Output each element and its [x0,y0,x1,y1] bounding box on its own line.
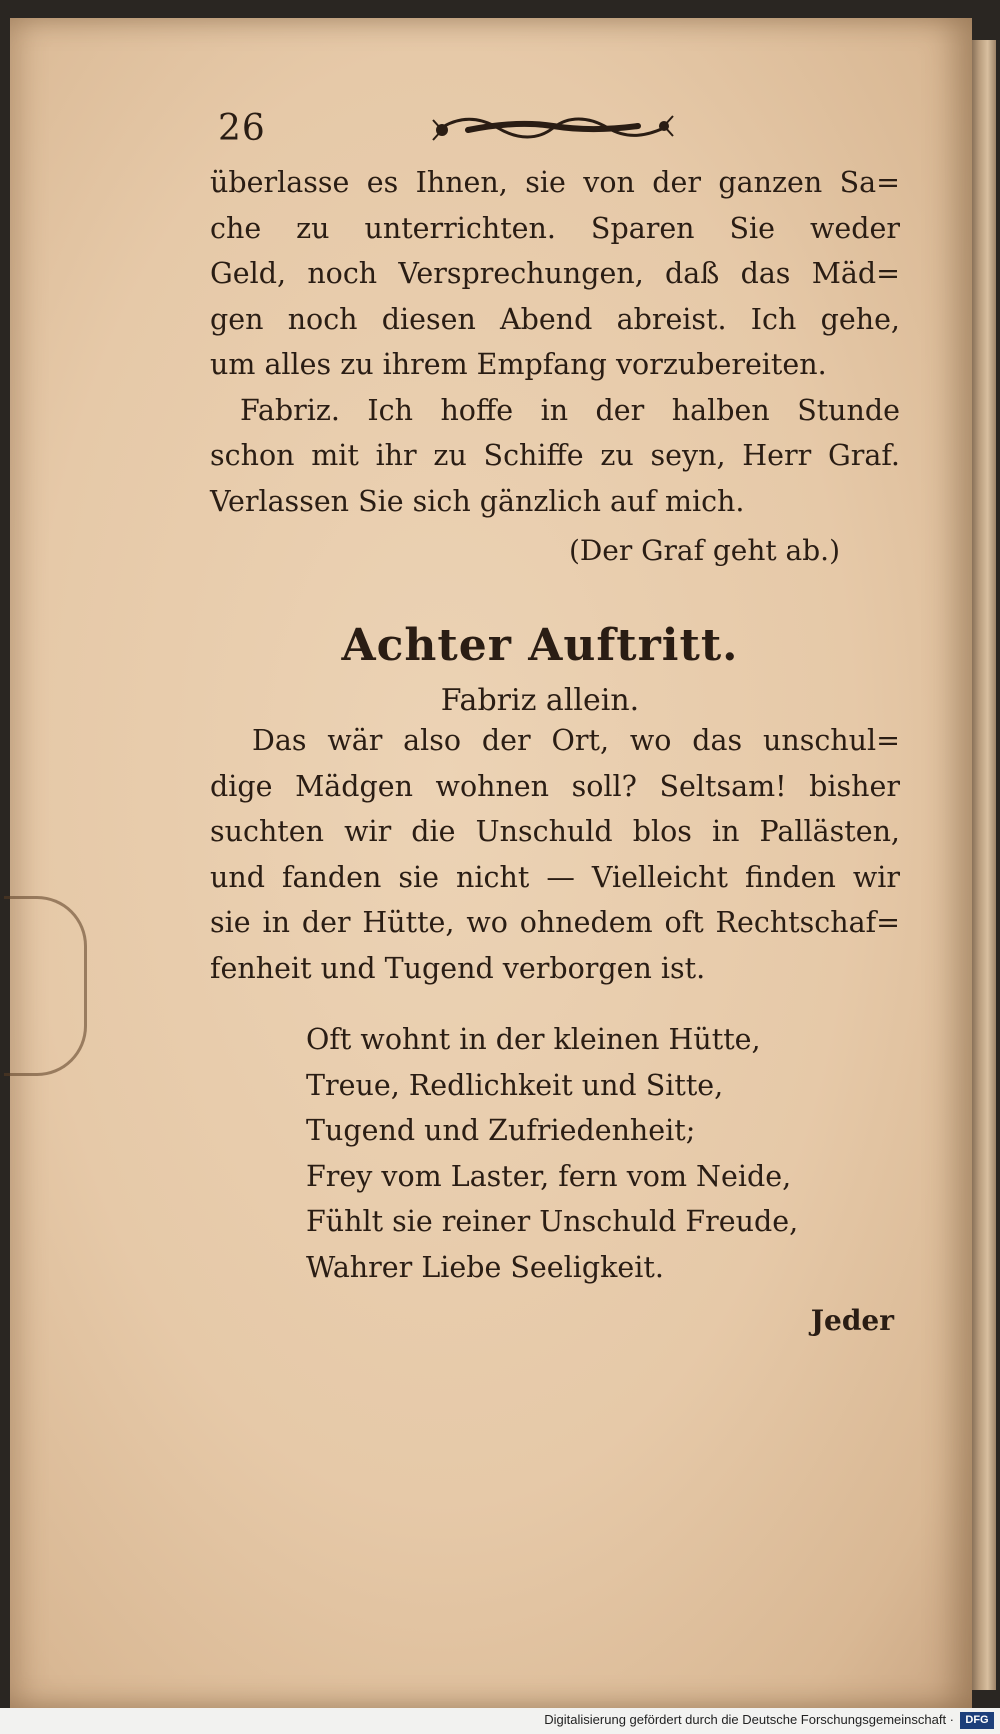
footer-bar [0,1708,1000,1734]
text-line: Geld, noch Versprechungen, daß das Mäd= [210,257,900,290]
speech-fabriz [210,388,900,525]
verse-stanza [210,1017,900,1290]
book-fore-edge [968,40,996,1690]
text-line: Verlassen Sie sich gänzlich auf mich. [210,484,745,518]
text-line: che zu unterrichten. Sparen Sie weder [210,211,900,245]
page-edge-tab [4,896,87,1076]
dfg-logo-icon: DFG [960,1712,994,1729]
text-line: und fanden sie nicht — Vielleicht finden wir [210,860,900,894]
paragraph-continuation [210,160,900,388]
text-line: überlasse es Ihnen, sie von der ganzen Sa= [210,166,900,199]
text-line: um alles zu ihrem Empfang vorzubereiten. [210,348,827,381]
text-line: sie in der Hütte, wo ohnedem oft Rechtschaf= [210,906,900,939]
text-line: fenheit und Tugend verborgen ist. [210,951,706,985]
text-line: schon mit ihr zu Schiffe zu seyn, Herr Graf. [210,439,900,472]
text-line: suchten wir die Unschuld blos in Pallästen, [210,815,900,848]
verse-line: Frey vom Laster, fern vom Neide, [306,1159,792,1193]
page-header [210,100,900,160]
stage-direction: (Der Graf geht ab.) [568,534,840,567]
verse-line: Oft wohnt in der kleinen Hütte, [306,1023,761,1056]
page-text [210,100,900,1337]
verse-line: Fühlt sie reiner Unschuld Freude, [306,1205,799,1238]
text-line: gen noch diesen Abend abreist. Ich gehe, [210,302,900,336]
vine-ornament-icon [428,106,678,152]
scene-subtitle: Fabriz allein. [440,683,640,718]
text-line: dige Mädgen wohnen soll? Seltsam! bisher [210,769,900,803]
verse-line: Wahrer Liebe Seeligkeit. [306,1250,664,1284]
text-line: Fabriz. Ich hoffe in der halben Stunde [240,393,900,427]
verse-line: Treue, Redlichkeit und Sitte, [306,1068,724,1102]
scene-title: Achter Auftritt. [341,620,739,671]
verse-line: Tugend und Zufriedenheit; [306,1114,696,1147]
funding-credit: Digitalisierung gefördert durch die Deutsche Forschungsgemeinschaft · [544,1712,954,1727]
page-number: 26 [218,108,266,149]
catchword: Jeder [810,1304,894,1337]
monologue-paragraph [210,718,900,991]
text-line: Das wär also der Ort, wo das unschul= [252,724,900,757]
